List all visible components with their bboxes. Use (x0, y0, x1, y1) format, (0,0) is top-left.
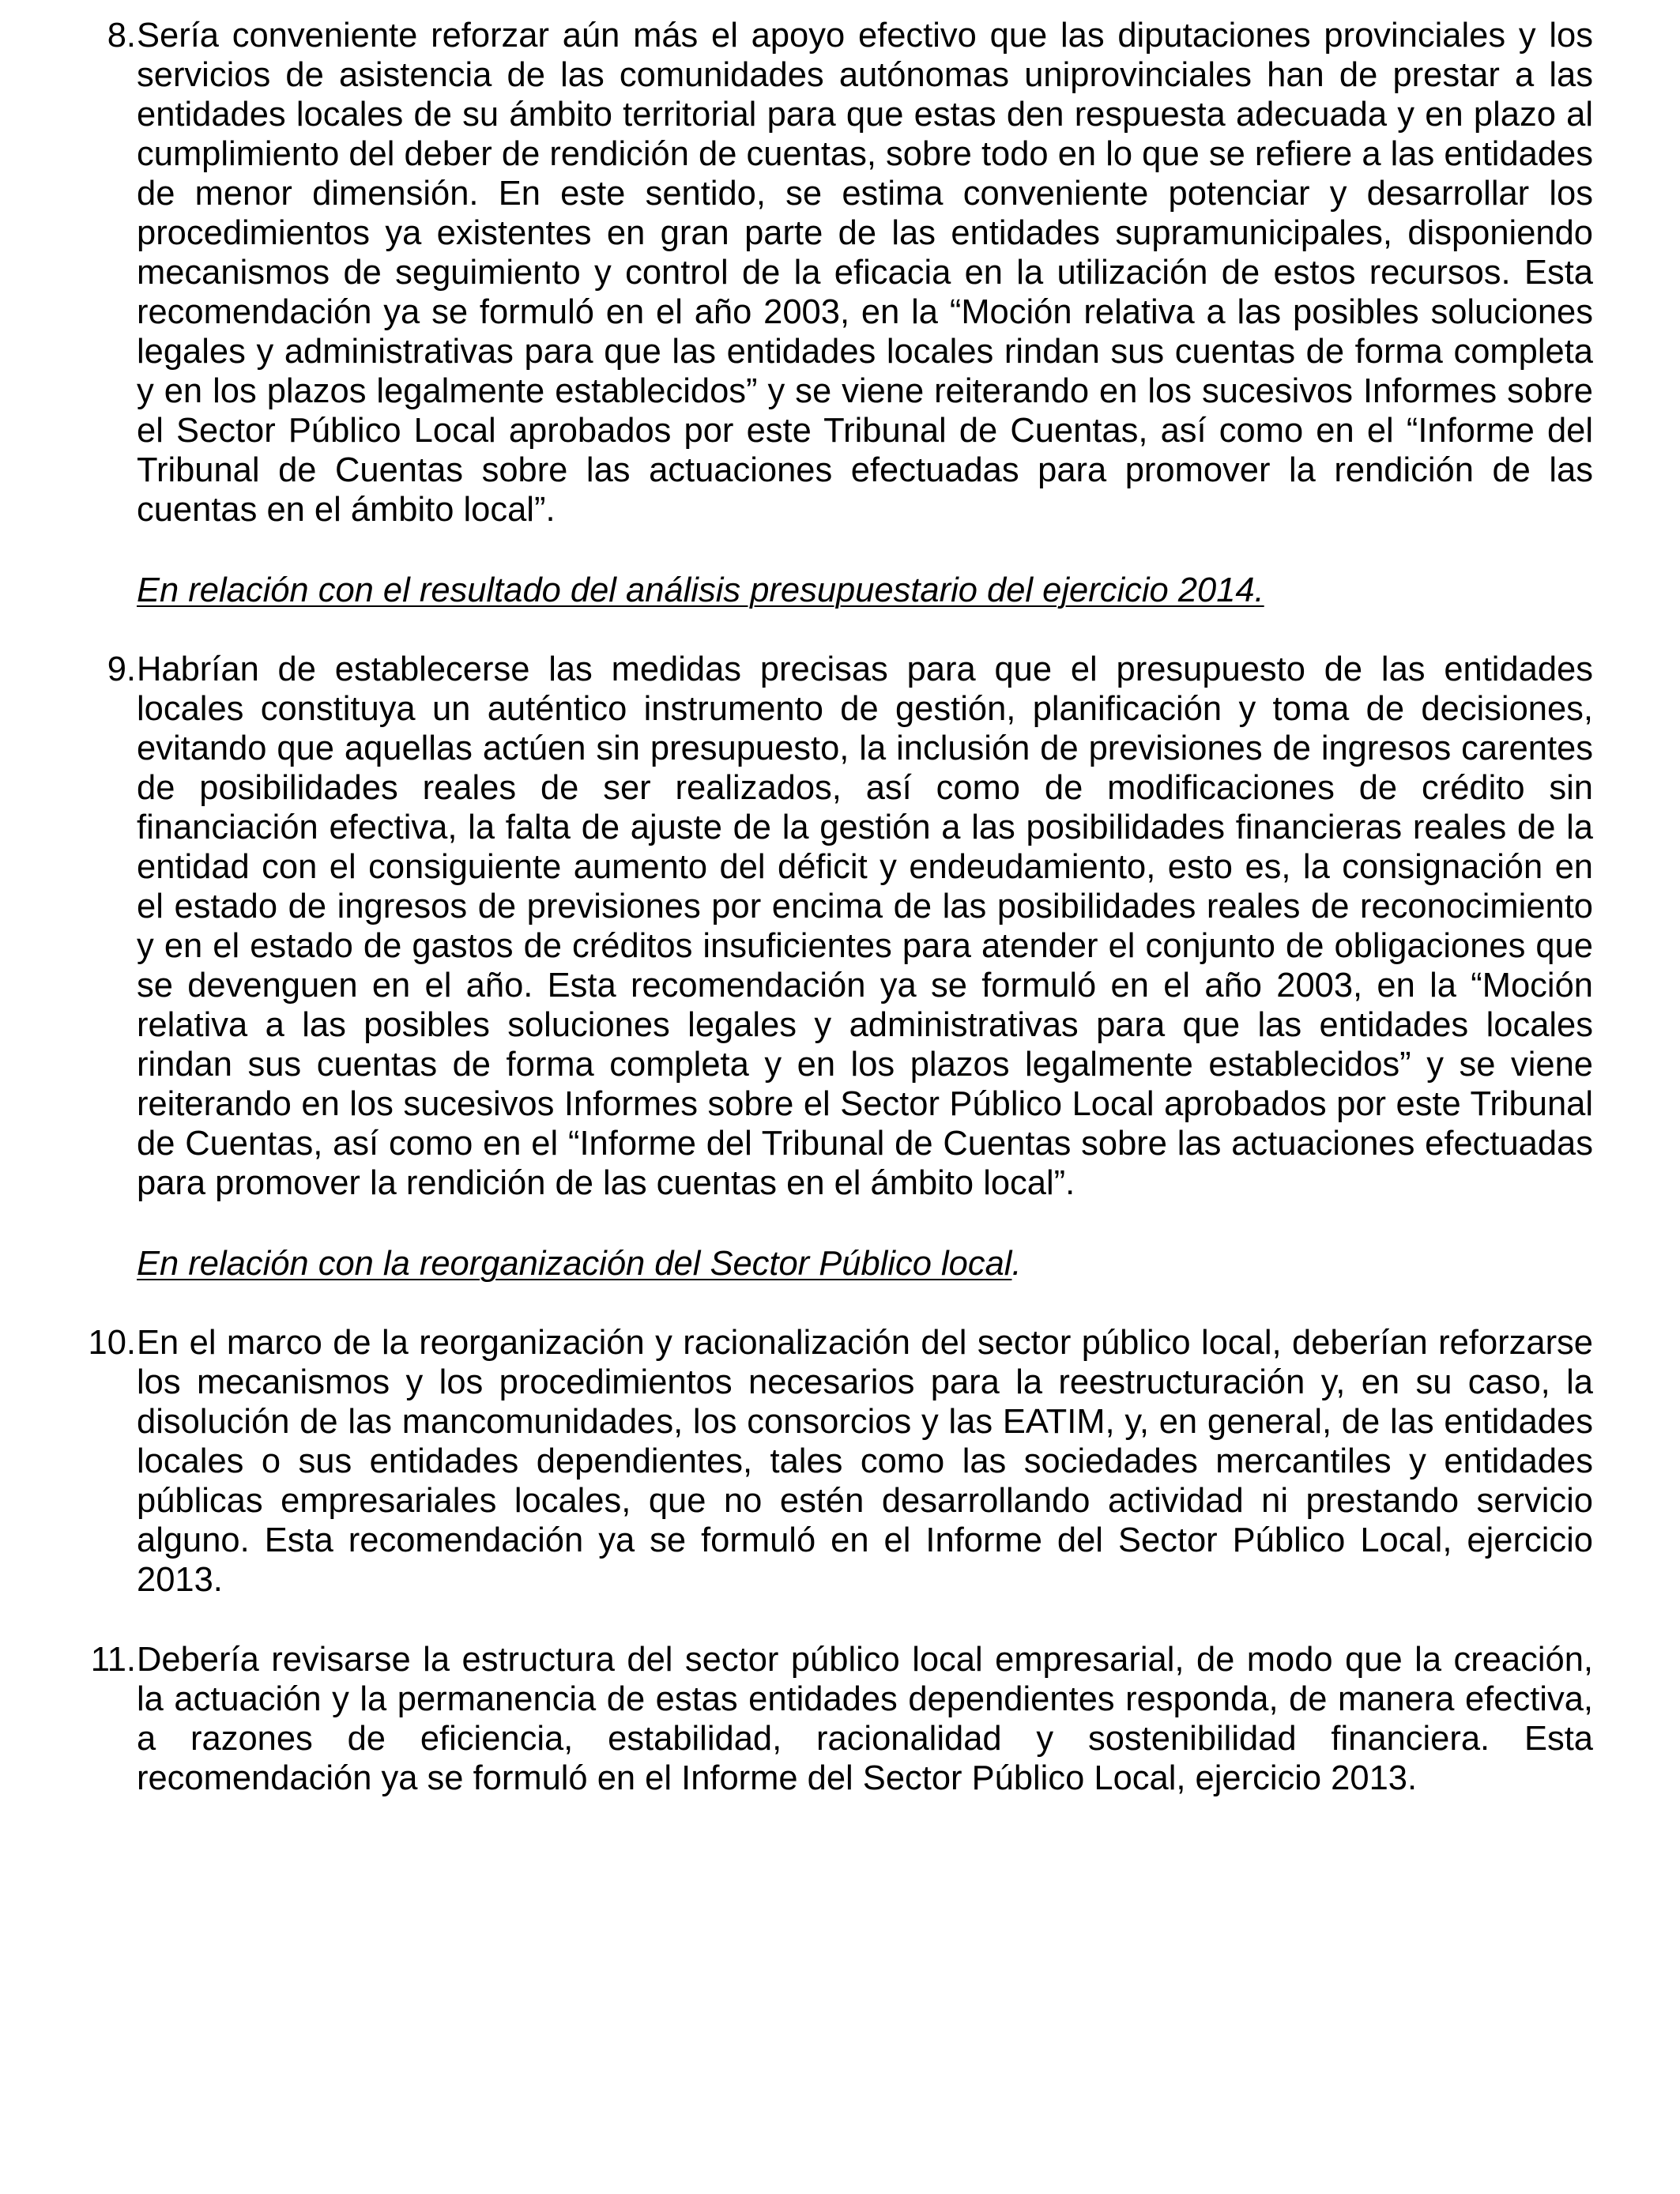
heading-text: En relación con el resultado del análisis presupuestario del ejercicio 2014. (137, 571, 1264, 609)
section-heading-reorganization (137, 1244, 1593, 1284)
item-text: Debería revisarse la estructura del sector público local empresarial, de modo que la creación, la actuación y la permanencia de estas entidades dependientes responda, de manera efectiva, a razones de eficiencia, estabilidad, racionalidad y sostenibilidad financiera. Esta recomendación ya se formuló en el Informe del Sector Público Local, ejercicio 2013. (137, 1641, 1593, 1797)
recommendation-8 (79, 16, 1593, 530)
item-number: 9. (107, 650, 136, 688)
item-number: 11. (90, 1641, 136, 1679)
heading-suffix: . (1011, 1245, 1022, 1283)
item-text: Habrían de establecerse las medidas precisas para que el presupuesto de las entidades locales constituya un auténtico instrumento de gestión, planificación y toma de decisiones, evitando que aquellas actúen sin presupuesto, la inclusión de previsiones de ingresos carentes de posibilidades reales de ser realizados, así como de modificaciones de crédito sin financiación efectiva, la falta de ajuste de la gestión a las posibilidades financieras reales de la entidad con el consiguiente aumento del déficit y endeudamiento, esto es, la consignación en el estado de ingresos de previsiones por encima de las posibilidades reales de reconocimiento y en el estado de gastos de créditos insuficientes para atender el conjunto de obligaciones que se devenguen en el año. Esta recomendación ya se formuló en el año 2003, en la “Moción relativa a las posibles soluciones legales y administrativas para que las entidades locales rindan sus cuentas de forma completa y en los plazos legalmente establecidos” y se viene reiterando en los sucesivos Informes sobre el Sector Público Local aprobados por este Tribunal de Cuentas, así como en el “Informe del Tribunal de Cuentas sobre las actuaciones efectuadas para promover la rendición de las cuentas en el ámbito local”. (137, 650, 1593, 1202)
item-text: En el marco de la reorganización y racionalización del sector público local, deberían reforzarse los mecanismos y los procedimientos necesarios para la reestructuración y, en su caso, la disolución de las mancomunidades, los consorcios y las EATIM, y, en general, de las entidades locales o sus entidades dependientes, tales como las sociedades mercantiles y entidades públicas empresariales locales, que no estén desarrollando actividad ni prestando servicio alguno. Esta recomendación ya se formuló en el Informe del Sector Público Local, ejercicio 2013. (137, 1324, 1593, 1599)
recommendation-11 (79, 1640, 1593, 1798)
item-number: 8. (107, 17, 136, 55)
recommendation-9 (79, 650, 1593, 1203)
heading-text: En relación con la reorganización del Sector Público local (137, 1245, 1012, 1283)
item-number: 10. (88, 1324, 136, 1362)
section-heading-budget-analysis (137, 571, 1593, 610)
item-text: Sería conveniente reforzar aún más el apoyo efectivo que las diputaciones provinciales y los servicios de asistencia de las comunidades autónomas uniprovinciales han de prestar a las entidades locales de su ámbito territorial para que estas den respuesta adecuada y en plazo al cumplimiento del deber de rendición de cuentas, sobre todo en lo que se refiere a las entidades de menor dimensión. En este sentido, se estima conveniente potenciar y desarrollar los procedimientos ya existentes en gran parte de las entidades supramunicipales, disponiendo mecanismos de seguimiento y control de la eficacia en la utilización de estos recursos. Esta recomendación ya se formuló en el año 2003, en la “Moción relativa a las posibles soluciones legales y administrativas para que las entidades locales rindan sus cuentas de forma completa y en los plazos legalmente establecidos” y se viene reiterando en los sucesivos Informes sobre el Sector Público Local aprobados por este Tribunal de Cuentas, así como en el “Informe del Tribunal de Cuentas sobre las actuaciones efectuadas para promover la rendición de las cuentas en el ámbito local”. (137, 17, 1593, 529)
recommendation-10 (79, 1323, 1593, 1600)
